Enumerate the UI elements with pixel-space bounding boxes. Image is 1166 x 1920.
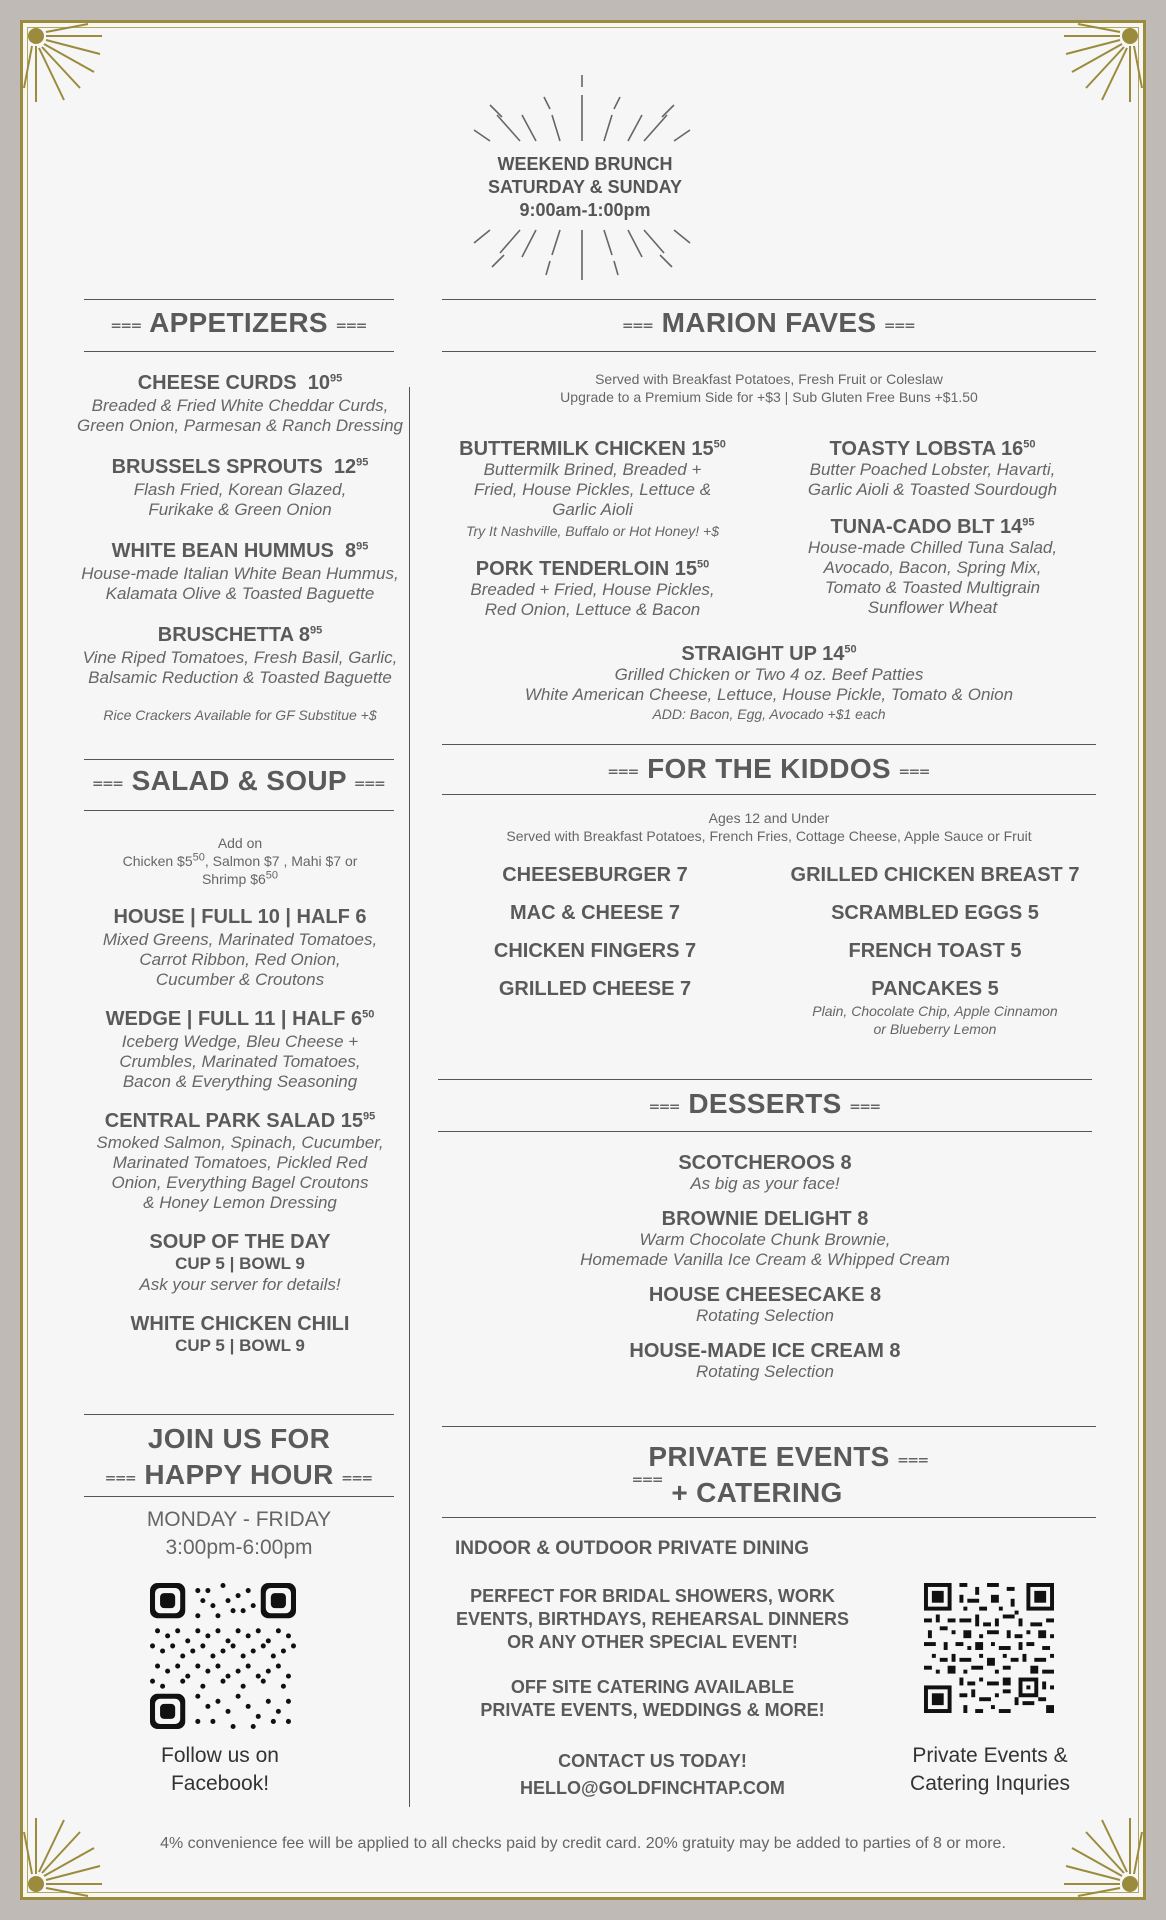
events-info [440,1585,865,1800]
divider [438,1079,1092,1080]
contact-line: CONTACT US TODAY! [558,1751,747,1771]
item-desc: Butter Poached Lobster, Havarti, [809,460,1056,479]
private-events-header [442,1440,1096,1511]
item-name: PORK TENDERLOIN 15 [475,558,697,580]
events-qr-code[interactable] [924,1583,1054,1713]
kids-item: CHICKEN FINGERS 7 [493,940,697,962]
list-item [438,1152,1092,1194]
events-title: + CATERING [671,1476,843,1508]
item-cents: 95 [1022,516,1035,529]
events-line: EVENTS, BIRTHDAYS, REHEARSAL DINNERS [455,1609,850,1629]
appetizers-list [60,372,420,724]
flourish-icon: ⩶ [622,314,654,335]
happy-title: JOIN US FOR [147,1423,331,1454]
item-desc: Furikake & Green Onion [148,500,332,519]
list-item [60,906,420,990]
divider [442,744,1096,745]
straight-up-item [442,643,1096,723]
addon-shrimp: Shrimp $6 [201,871,266,887]
item-desc: Grilled Chicken or Two 4 oz. Beef Patties [614,665,924,684]
item-desc: Smoked Salmon, Spinach, Cucumber, [96,1133,384,1152]
desserts-header [438,1088,1092,1120]
follow-line: Facebook! [170,1772,270,1795]
kids-item: SCRAMBLED EGGS 5 [831,902,1039,924]
events-line: PERFECT FOR BRIDAL SHOWERS, WORK [470,1586,835,1606]
divider [84,299,394,300]
flourish-icon: ⩶ [105,1466,137,1487]
happy-hour-header [84,1422,394,1493]
item-desc: House-made Italian White Bean Hummus, [81,564,399,583]
brunch-title: WEEKEND BRUNCH [497,154,673,174]
item-name: CHEESE CURDS [137,372,297,394]
item-desc: Kalamata Olive & Toasted Baguette [105,584,375,603]
list-item [60,1008,420,1092]
kids-item: GRILLED CHEESE 7 [498,978,692,1000]
happy-days: MONDAY - FRIDAY [146,1508,332,1531]
item-desc: Carrot Ribbon, Red Onion, [139,950,341,969]
item-name: TUNA-CADO BLT 14 [830,516,1023,538]
item-name: BUTTERMILK CHICKEN 15 [459,438,714,460]
item-cents: 95 [356,540,369,553]
item-desc: House-made Chilled Tuna Salad, [807,538,1058,557]
flourish-icon: ⩶ [898,760,931,781]
item-desc: Mixed Greens, Marinated Tomatoes, [102,930,378,949]
item-name: BRUSCHETTA [157,624,294,646]
salad-header [84,765,394,797]
item-desc: Garlic Aioli & Toasted Sourdough [807,480,1058,499]
faves-note-line: Served with Breakfast Potatoes, Fresh Fruit or Coleslaw [595,371,943,387]
divider [438,1131,1092,1132]
events-line: OFF SITE CATERING AVAILABLE [510,1677,795,1697]
kids-item: CHEESEBURGER 7 [502,864,688,886]
item-name: BROWNIE DELIGHT 8 [661,1208,869,1230]
item-note: ADD: Bacon, Egg, Avocado +$1 each [652,706,886,722]
follow-line: Follow us on [161,1744,279,1767]
divider [442,1517,1096,1518]
item-cents: 95 [362,1110,376,1123]
addon-cents: 50 [192,851,205,864]
contact-email[interactable]: HELLO@GOLDFINCHTAP.COM [520,1778,785,1798]
item-desc: Buttermilk Brined, Breaded + [483,460,702,479]
kiddos-title: FOR THE KIDDOS [647,753,891,784]
list-item [60,540,420,604]
item-price: 12 [333,456,357,478]
footer-note: 4% convenience fee will be applied to all checks paid by credit card. 20% gratuity may be added to parties of 8 or more. [160,1835,1006,1852]
item-name: HOUSE CHEESECAKE 8 [648,1284,882,1306]
flourish-icon: ⩶ [341,1466,373,1487]
qr-caption-line: Private Events & [912,1744,1068,1767]
brunch-banner [440,75,730,290]
list-item [60,372,420,436]
divider [442,1426,1096,1427]
kiddos-note [442,809,1096,845]
item-desc: Onion, Everything Bagel Croutons [111,1173,369,1192]
events-line: PRIVATE EVENTS, WEDDINGS & MORE! [480,1700,825,1720]
item-cents: 50 [696,558,710,571]
item-cents: 50 [1023,438,1036,451]
list-item [775,516,1090,618]
faves-title: MARION FAVES [661,307,877,338]
item-name: WHITE CHICKEN CHILI [130,1313,350,1335]
happy-hour-times [84,1506,394,1562]
facebook-qr-code[interactable] [150,1583,296,1729]
item-name: HOUSE | FULL 10 | HALF 6 [113,906,367,928]
item-desc: Crumbles, Marinated Tomatoes, [119,1052,361,1071]
item-desc: Green Onion, Parmesan & Ranch Dressing [77,416,403,435]
salad-title: SALAD & SOUP [131,765,347,796]
flourish-icon: ⩶ [335,314,368,335]
item-desc: Avocado, Bacon, Spring Mix, [823,558,1042,577]
divider [84,810,394,811]
kids-item: GRILLED CHICKEN BREAST 7 [790,864,1080,886]
item-cents: 95 [356,456,369,469]
appetizers-header [84,307,394,339]
kids-item: MAC & CHEESE 7 [509,902,681,924]
happy-hours: 3:00pm-6:00pm [165,1536,313,1559]
events-qr-caption [870,1742,1110,1798]
list-item [438,1208,1092,1270]
item-cents: 95 [309,624,323,637]
events-title: PRIVATE EVENTS [648,1441,890,1472]
item-cents: 50 [713,438,726,451]
item-desc: Plain, Chocolate Chip, Apple Cinnamon [812,1003,1058,1019]
item-desc: Iceberg Wedge, Bleu Cheese + [121,1032,359,1051]
list-item [60,624,420,688]
item-desc: White American Cheese, Lettuce, House Pickle, Tomato & Onion [524,685,1014,704]
item-desc: Cucumber & Croutons [155,970,325,989]
item-name: STRAIGHT UP 14 [681,643,845,665]
item-price: 10 [307,372,331,394]
flourish-icon: ⩶ [110,314,143,335]
addon-cents: 50 [265,869,279,882]
brunch-hours: 9:00am-1:00pm [519,200,651,220]
item-name: HOUSE-MADE ICE CREAM 8 [629,1340,901,1362]
list-item [438,1340,1092,1382]
item-desc: Marinated Tomatoes, Pickled Red [112,1153,368,1172]
events-line: OR ANY OTHER SPECIAL EVENT! [507,1632,798,1652]
item-cents: 95 [330,372,343,385]
item-desc: Homemade Vanilla Ice Cream & Whipped Cream [580,1250,950,1269]
item-desc: Sunflower Wheat [867,598,998,617]
item-cents: 50 [362,1008,375,1021]
marion-faves-header [442,307,1096,339]
list-item [60,456,420,520]
faves-note [442,370,1096,406]
gf-note: Rice Crackers Available for GF Substitue +$ [103,707,377,723]
item-desc: Breaded + Fried, House Pickles, [470,580,715,599]
item-desc: Breaded & Fried White Cheddar Curds, [91,396,389,415]
salad-list [60,834,420,1357]
item-sizes: CUP 5 | BOWL 9 [175,1254,305,1273]
item-desc: Vine Riped Tomatoes, Fresh Basil, Garlic, [82,648,398,667]
addon-line [60,852,420,870]
item-name: WEDGE | FULL 11 | HALF 6 [105,1008,363,1030]
brunch-days: SATURDAY & SUNDAY [487,177,683,197]
item-desc: As big as your face! [690,1174,840,1193]
item-name: TOASTY LOBSTA 16 [829,438,1024,460]
kiddos-header [442,753,1096,785]
kiddos-right-col [770,864,1100,1038]
appetizers-title: APPETIZERS [149,307,328,338]
item-desc: Garlic Aioli [552,500,633,519]
kids-item: FRENCH TOAST 5 [848,940,1022,962]
facebook-caption [100,1742,340,1798]
item-price: 8 [298,624,310,646]
list-item [60,1231,420,1295]
item-desc: Rotating Selection [696,1306,834,1325]
item-desc: Balsamic Reduction & Toasted Baguette [88,668,392,687]
faves-right-col [775,438,1090,618]
item-desc: or Blueberry Lemon [873,1021,997,1037]
divider [442,351,1096,352]
kiddos-left-col [440,864,750,1000]
addon-title: Add on [217,835,263,851]
flourish-icon: ⩶ [354,772,386,793]
item-desc: Warm Chocolate Chunk Brownie, [639,1230,891,1249]
addon-chicken: Chicken $5 [122,853,193,869]
kids-item: PANCAKES 5 [871,978,999,1000]
flourish-icon: ⩶ [649,1095,681,1116]
list-item [438,1284,1092,1326]
item-desc: Fried, House Pickles, Lettuce & [473,480,712,499]
item-name: BRUSSELS SPROUTS [111,456,323,478]
list-item [60,1313,420,1357]
kiddos-note-line: Ages 12 and Under [708,810,830,826]
divider [442,794,1096,795]
item-note: Try It Nashville, Buffalo or Hot Honey! +$ [465,523,719,539]
item-name: SOUP OF THE DAY [149,1231,331,1253]
flourish-icon: ⩶ [849,1095,881,1116]
happy-title: HAPPY HOUR [144,1458,334,1490]
divider [84,759,394,760]
item-desc: Ask your server for details! [139,1275,341,1294]
kiddos-note-line: Served with Breakfast Potatoes, French Fries, Cottage Cheese, Apple Sauce or Fruit [506,828,1032,844]
list-item [775,438,1090,500]
list-item [440,438,745,540]
flourish-icon: ⩶ [607,760,640,781]
list-item [60,1110,420,1213]
flourish-icon: ⩶ [92,772,124,793]
divider [442,299,1096,300]
divider [84,1496,394,1497]
item-cents: 50 [844,643,857,656]
flourish-icon: ⩶ [632,1468,664,1489]
flourish-icon: ⩶ [897,1448,929,1469]
column-divider [409,387,410,1807]
divider [84,1414,394,1415]
item-desc: Red Onion, Lettuce & Bacon [484,600,701,619]
sunburst-corner-icon [22,22,112,112]
list-item [440,558,745,620]
item-price: 8 [344,540,357,562]
sunburst-corner-icon [22,1808,112,1898]
faves-left-col [440,438,745,620]
sunburst-corner-icon [1054,1808,1144,1898]
flourish-icon: ⩶ [884,314,916,335]
addon-rest: , Salmon $7 , Mahi $7 or [204,853,358,869]
addon-line [60,870,420,888]
item-desc: Tomato & Toasted Multigrain [824,578,1041,597]
item-name: SCOTCHEROOS 8 [678,1152,852,1174]
indoor-outdoor: INDOOR & OUTDOOR PRIVATE DINING [455,1538,809,1559]
divider [84,351,394,352]
item-sizes: CUP 5 | BOWL 9 [175,1336,305,1355]
faves-note-line: Upgrade to a Premium Side for +$3 | Sub Gluten Free Buns +$1.50 [560,389,978,405]
item-desc: Flash Fried, Korean Glazed, [133,480,347,499]
item-desc: Rotating Selection [696,1362,834,1381]
qr-caption-line: Catering Inquries [910,1772,1070,1795]
item-name: WHITE BEAN HUMMUS [111,540,334,562]
desserts-list [438,1152,1092,1382]
item-desc: Bacon & Everything Seasoning [122,1072,358,1091]
item-name: CENTRAL PARK SALAD 15 [104,1110,363,1132]
item-desc: & Honey Lemon Dressing [143,1193,337,1212]
desserts-title: DESSERTS [688,1088,842,1119]
sunburst-corner-icon [1054,22,1144,112]
